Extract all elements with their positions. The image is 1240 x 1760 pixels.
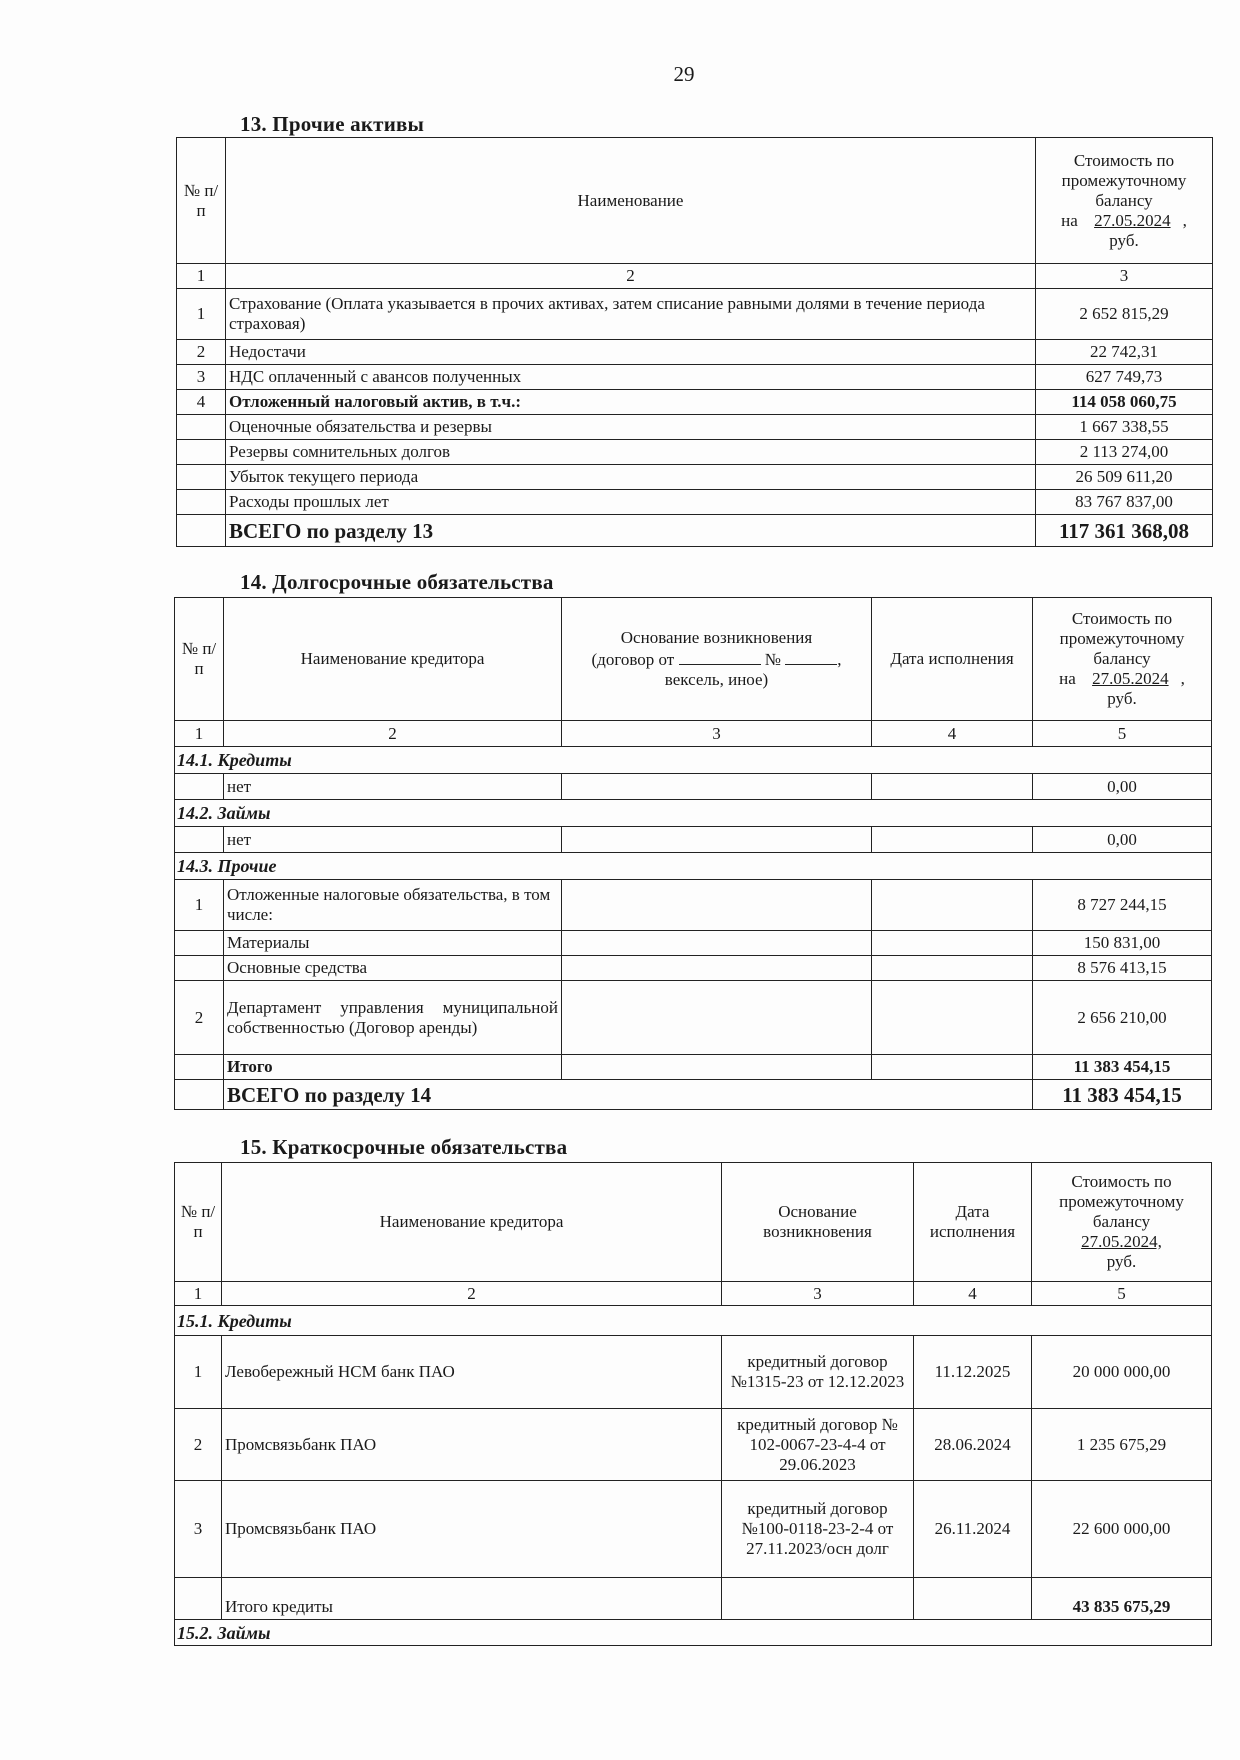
header-value: [1033, 598, 1212, 721]
total-row: [177, 515, 1213, 547]
subsection-row: [175, 800, 1212, 827]
row-name: Отложенные налоговые обязательства, в том числе:: [224, 880, 562, 931]
column-number-row: [175, 721, 1212, 747]
row-value: 20 000 000,00: [1032, 1336, 1212, 1409]
itogo-row: [175, 1055, 1212, 1080]
header-value: [1036, 138, 1213, 264]
row-date: [914, 1578, 1032, 1620]
header-basis: [562, 598, 872, 721]
row-num: [175, 1578, 222, 1620]
header-basis-part: ,: [837, 650, 842, 669]
row-name: Резервы сомнительных долгов: [226, 440, 1036, 465]
col-number: 2: [222, 1282, 722, 1306]
row-num: [175, 956, 224, 981]
table-row: [175, 1336, 1212, 1409]
row-num: [177, 515, 226, 547]
subsection-row: [175, 853, 1212, 880]
row-date: [872, 880, 1033, 931]
blank-line: [679, 648, 761, 665]
header-name: Наименование: [226, 138, 1036, 264]
table-row: [177, 490, 1213, 515]
col-number: 3: [722, 1282, 914, 1306]
subsection-title: 14.1. Кредиты: [175, 747, 1212, 774]
row-date: 11.12.2025: [914, 1336, 1032, 1409]
row-value: 2 113 274,00: [1036, 440, 1213, 465]
row-value: 8 727 244,15: [1033, 880, 1212, 931]
total-label: ВСЕГО по разделу 13: [226, 515, 1036, 547]
balance-date: 27.05.2024: [1094, 210, 1171, 230]
table-header-row: [175, 1163, 1212, 1282]
table-row: [175, 774, 1212, 800]
itogo-label: Итого: [224, 1055, 562, 1080]
row-value: 8 576 413,15: [1033, 956, 1212, 981]
table-row: [175, 1409, 1212, 1481]
row-name: Убыток текущего периода: [226, 465, 1036, 490]
row-basis: [562, 931, 872, 956]
col-number: 1: [175, 721, 224, 747]
col-number: 3: [562, 721, 872, 747]
blank-line: [785, 648, 837, 665]
itogo-value: 43 835 675,29: [1032, 1578, 1212, 1620]
row-date: [872, 981, 1033, 1055]
table-row: [177, 465, 1213, 490]
col-number: 2: [224, 721, 562, 747]
row-num: [175, 931, 224, 956]
row-date: [872, 956, 1033, 981]
col-number: 4: [914, 1282, 1032, 1306]
header-date: Дата исполнения: [914, 1163, 1032, 1282]
row-num: [175, 774, 224, 800]
row-name: Оценочные обязательства и резервы: [226, 415, 1036, 440]
col-number: 3: [1036, 264, 1213, 289]
total-label: ВСЕГО по разделу 14: [224, 1080, 1033, 1110]
row-value: 22 742,31: [1036, 340, 1213, 365]
header-creditor: Наименование кредитора: [222, 1163, 722, 1282]
row-num: [177, 490, 226, 515]
table-row: [177, 390, 1213, 415]
table-row: [175, 827, 1212, 853]
row-name: Материалы: [224, 931, 562, 956]
table-row: [175, 1481, 1212, 1578]
page-number: 29: [673, 62, 695, 86]
table-row: [177, 340, 1213, 365]
header-value-suffix: ,: [1180, 669, 1185, 688]
row-num: [175, 1055, 224, 1080]
row-num: 2: [177, 340, 226, 365]
row-name: Промсвязьбанк ПАО: [222, 1409, 722, 1481]
col-number: 2: [226, 264, 1036, 289]
section-13-table: [176, 137, 1213, 547]
col-number: 1: [175, 1282, 222, 1306]
row-value: 2 656 210,00: [1033, 981, 1212, 1055]
row-name: Промсвязьбанк ПАО: [222, 1481, 722, 1578]
row-date: 28.06.2024: [914, 1409, 1032, 1481]
section-15-title: 15. Краткосрочные обязательства: [240, 1135, 568, 1159]
row-value: 2 652 815,29: [1036, 289, 1213, 340]
row-name: Департамент управления муниципальной собственностью (Договор аренды): [224, 981, 562, 1055]
row-value: 83 767 837,00: [1036, 490, 1213, 515]
section-14-title: 14. Долгосрочные обязательства: [240, 570, 554, 594]
row-name: нет: [224, 774, 562, 800]
header-basis: Основание возникновения: [722, 1163, 914, 1282]
row-name: Недостачи: [226, 340, 1036, 365]
header-num: № п/п: [177, 138, 226, 264]
row-name: Страхование (Оплата указывается в прочих активах, затем списание равными долями в течение периода страховая): [226, 289, 1036, 340]
table-row: [177, 440, 1213, 465]
row-value: 1 235 675,29: [1032, 1409, 1212, 1481]
row-value: 627 749,73: [1036, 365, 1213, 390]
table-row: [175, 931, 1212, 956]
header-value-label: Стоимость по промежуточному балансу: [1059, 1172, 1184, 1231]
header-date: Дата исполнения: [872, 598, 1033, 721]
row-num: [177, 465, 226, 490]
row-value: 26 509 611,20: [1036, 465, 1213, 490]
row-basis: [722, 1578, 914, 1620]
table-header-row: [177, 138, 1213, 264]
row-value: 0,00: [1033, 827, 1212, 853]
row-basis: кредитный договор №1315-23 от 12.12.2023: [722, 1336, 914, 1409]
row-name: нет: [224, 827, 562, 853]
subsection-title: 14.2. Займы: [175, 800, 1212, 827]
balance-date: 27.05.2024: [1092, 669, 1169, 688]
itogo-row: [175, 1578, 1212, 1620]
row-name: Отложенный налоговый актив, в т.ч.:: [226, 390, 1036, 415]
subsection-row: [175, 1620, 1212, 1646]
row-num: 1: [177, 289, 226, 340]
subsection-row: [175, 1306, 1212, 1336]
section-15-table: [174, 1162, 1212, 1646]
subsection-title: 15.1. Кредиты: [175, 1306, 1212, 1336]
col-number: 5: [1033, 721, 1212, 747]
header-basis-part: (договор от: [591, 650, 675, 669]
row-basis: [562, 774, 872, 800]
header-value-prefix: на: [1059, 669, 1076, 688]
row-basis: [562, 981, 872, 1055]
header-value-label: Стоимость по промежуточному балансу: [1059, 609, 1185, 668]
header-basis-label: Основание возникновения: [620, 628, 813, 647]
row-basis: [562, 880, 872, 931]
header-value-prefix: на: [1061, 210, 1078, 230]
table-row: [177, 415, 1213, 440]
total-value: 117 361 368,08: [1036, 515, 1213, 547]
total-row: [175, 1080, 1212, 1110]
header-value-suffix: ,: [1182, 210, 1187, 230]
header-num: № п/п: [175, 598, 224, 721]
row-basis: кредитный договор № 102-0067-23-4-4 от 29.06.2023: [722, 1409, 914, 1481]
header-basis-part: №: [764, 650, 781, 669]
row-basis: [562, 956, 872, 981]
row-num: [175, 1080, 224, 1110]
column-number-row: [177, 264, 1213, 289]
row-basis: [562, 827, 872, 853]
row-date: [872, 1055, 1033, 1080]
subsection-title: 15.2. Займы: [175, 1620, 1212, 1646]
header-num: № п/п: [175, 1163, 222, 1282]
row-value: 22 600 000,00: [1032, 1481, 1212, 1578]
row-num: 1: [175, 880, 224, 931]
table-row: [177, 289, 1213, 340]
itogo-value: 11 383 454,15: [1033, 1055, 1212, 1080]
row-name: Расходы прошлых лет: [226, 490, 1036, 515]
row-date: [872, 931, 1033, 956]
row-num: 1: [175, 1336, 222, 1409]
table-row: [175, 981, 1212, 1055]
row-date: 26.11.2024: [914, 1481, 1032, 1578]
row-basis: [562, 1055, 872, 1080]
row-name: Основные средства: [224, 956, 562, 981]
row-num: [177, 440, 226, 465]
row-date: [872, 774, 1033, 800]
col-number: 5: [1032, 1282, 1212, 1306]
header-value-unit: руб.: [1106, 1252, 1137, 1271]
row-value: 0,00: [1033, 774, 1212, 800]
row-value: 114 058 060,75: [1036, 390, 1213, 415]
row-num: [177, 415, 226, 440]
header-value-label: Стоимость по промежуточному балансу: [1061, 150, 1187, 210]
row-name: НДС оплаченный с авансов полученных: [226, 365, 1036, 390]
col-number: 4: [872, 721, 1033, 747]
row-num: 4: [177, 390, 226, 415]
balance-date: 27.05.2024,: [1081, 1232, 1162, 1251]
row-num: 2: [175, 981, 224, 1055]
section-14-table: [174, 597, 1212, 1110]
header-basis-part: вексель, иное): [664, 670, 769, 689]
col-number: 1: [177, 264, 226, 289]
header-value: [1032, 1163, 1212, 1282]
section-13-title: 13. Прочие активы: [240, 112, 425, 136]
row-num: 2: [175, 1409, 222, 1481]
row-name: Левобережный НСМ банк ПАО: [222, 1336, 722, 1409]
row-num: 3: [177, 365, 226, 390]
subsection-title: 14.3. Прочие: [175, 853, 1212, 880]
table-row: [175, 880, 1212, 931]
row-value: 150 831,00: [1033, 931, 1212, 956]
itogo-label: Итого кредиты: [222, 1578, 722, 1620]
header-creditor: Наименование кредитора: [224, 598, 562, 721]
header-value-unit: руб.: [1109, 230, 1139, 250]
column-number-row: [175, 1282, 1212, 1306]
row-date: [872, 827, 1033, 853]
header-value-unit: руб.: [1107, 689, 1137, 708]
table-row: [175, 956, 1212, 981]
row-basis: кредитный договор №100-0118-23-2-4 от 27.11.2023/осн долг: [722, 1481, 914, 1578]
total-value: 11 383 454,15: [1033, 1080, 1212, 1110]
row-num: 3: [175, 1481, 222, 1578]
row-num: [175, 827, 224, 853]
row-value: 1 667 338,55: [1036, 415, 1213, 440]
subsection-row: [175, 747, 1212, 774]
table-row: [177, 365, 1213, 390]
table-header-row: [175, 598, 1212, 721]
